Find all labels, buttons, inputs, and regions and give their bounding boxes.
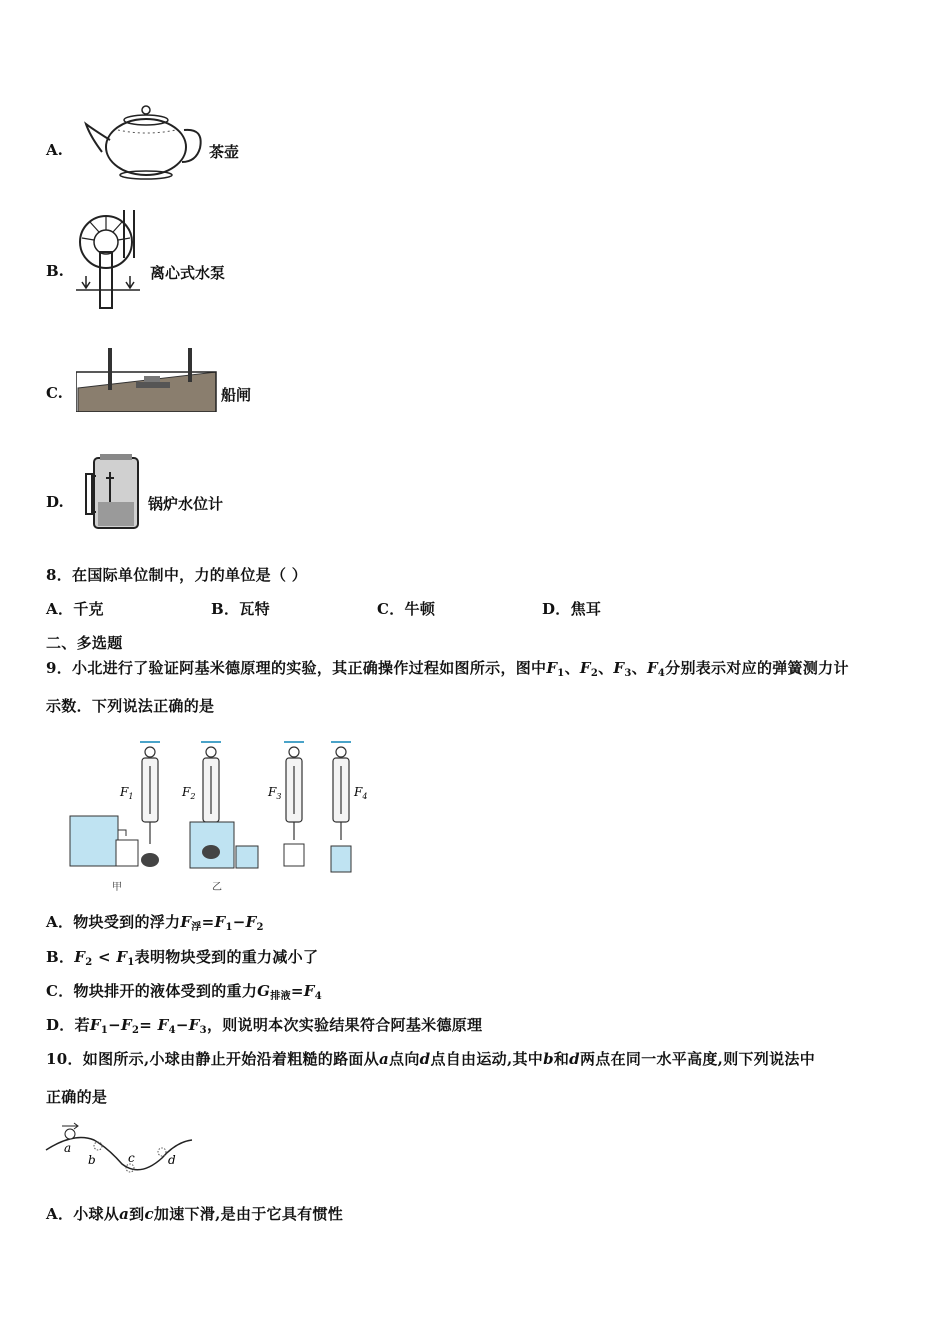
svg-text:乙: 乙 [212, 882, 222, 893]
svg-text:a: a [64, 1141, 72, 1155]
svg-text:甲: 甲 [112, 882, 122, 893]
archimedes-experiment-figure [64, 736, 374, 896]
section-title: 二、多选题 [46, 634, 123, 652]
option-a-letter: A. [46, 141, 63, 159]
option-d-caption: 锅炉水位计 [148, 495, 224, 513]
q9-option-c: C．物块排开的液体受到的重力$G_{排液}=F_4$ [46, 982, 322, 1002]
q8-stem: 8．在国际单位制中，力的单位是（ ） [46, 566, 308, 584]
q8-option-a: A．千克 [46, 600, 104, 618]
ship-lock-figure [76, 346, 218, 412]
option-d-letter: D. [46, 493, 64, 511]
q9-option-b: B．$F_2 < F_1$表明物块受到的重力减小了 [46, 948, 319, 968]
q9-stem-line2: 示数．下列说法正确的是 [46, 697, 215, 715]
teapot-figure [80, 100, 210, 182]
q10-stem-line1: 10．如图所示,小球由静止开始沿着粗糙的路面从a点向d点自由运动,其中b和d两点在同一水平高度,则下列说法中 [46, 1050, 815, 1068]
svg-text:F1: $F_1$ [120, 785, 134, 801]
q10-option-a: A．小球从a到c加速下滑,是由于它具有惯性 [46, 1205, 344, 1223]
svg-text:F3: $F_3$ [268, 785, 282, 801]
q9-stem-line1: 9．小北进行了验证阿基米德原理的实验，其正确操作过程如图所示，图中$F_1$、$F_2$、$F_3$、$F_4$分别表示对应的弹簧测力计 [46, 659, 849, 679]
option-b-letter: B. [46, 262, 64, 280]
option-c-caption: 船闸 [221, 386, 252, 404]
q8-option-c: C．牛顿 [377, 600, 436, 618]
q8-option-d: D．焦耳 [542, 600, 602, 618]
boiler-gauge-figure [82, 452, 144, 532]
q9-option-d: D．若$F_1-F_2= F_4-F_3$，则说明本次实验结果符合阿基米德原理 [46, 1016, 483, 1036]
svg-text:F4: $F_4$ [354, 785, 368, 801]
svg-text:F2: $F_2$ [182, 785, 196, 801]
q10-stem-line2: 正确的是 [46, 1088, 108, 1106]
option-c-letter: C. [46, 384, 63, 402]
svg-text:d: d [168, 1153, 176, 1167]
svg-text:c: c [128, 1151, 135, 1165]
svg-text:b: b [88, 1153, 96, 1167]
q8-option-b: B．瓦特 [211, 600, 270, 618]
q9-option-a: A．物块受到的浮力$F_浮=F_1-F_2$ [46, 913, 264, 933]
option-b-caption: 离心式水泵 [150, 264, 226, 282]
rolling-ball-figure [44, 1122, 196, 1178]
option-a-caption: 茶壶 [209, 143, 240, 161]
pump-figure [72, 208, 144, 310]
